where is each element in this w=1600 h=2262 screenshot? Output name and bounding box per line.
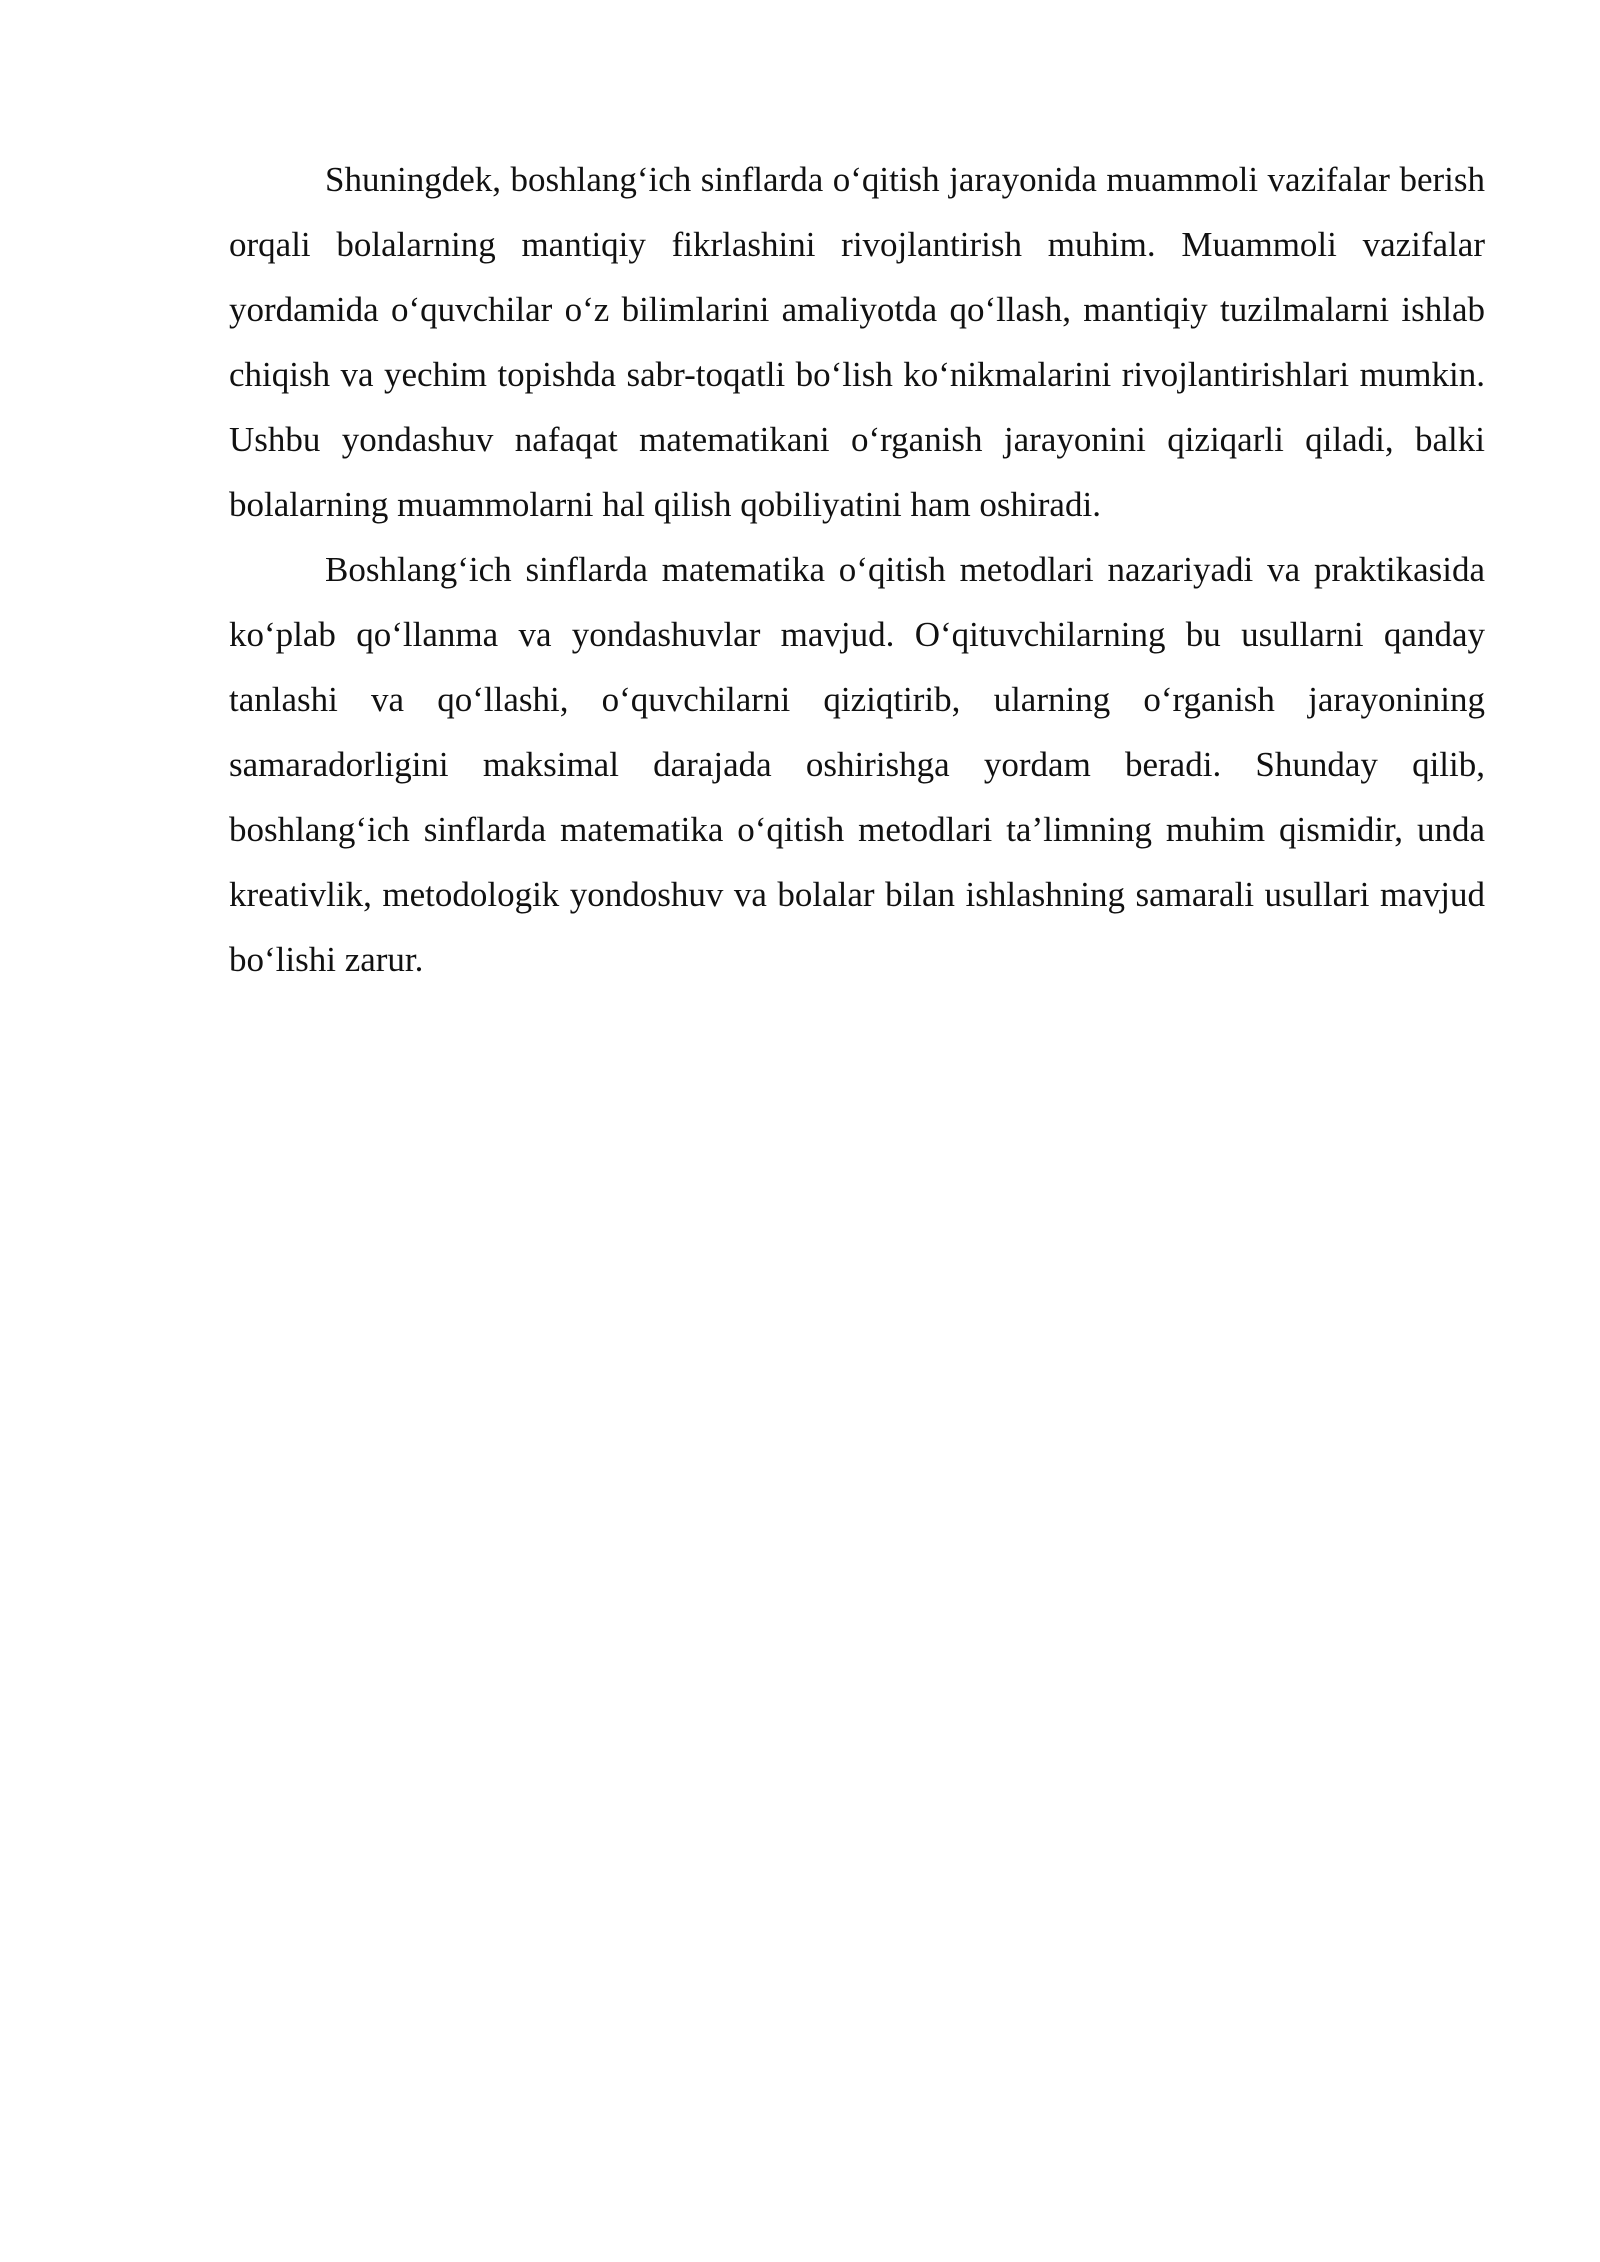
paragraph-1: Shuningdek, boshlang‘ich sinflarda o‘qitish jarayonida muammoli vazifalar berish orqali bolalarning mantiqiy fikrlashini rivojlantirish muhim. Muammoli vazifalar yordamida o‘quvchilar o‘z bilimlarini amaliyotda qo‘llash, mantiqiy tuzilmalarni ishlab chiqish va yechim topishda sabr-toqatli bo‘lish ko‘nikmalarini rivojlantirishlari mumkin. Ushbu yondashuv nafaqat matematikani o‘rganish jarayonini qiziqarli qiladi, balki bolalarning muammolarni hal qilish qobiliyatini ham oshiradi. xyxy=(229,160,1485,524)
body-text xyxy=(229,147,1485,992)
paragraph-2: Boshlang‘ich sinflarda matematika o‘qitish metodlari nazariyadi va praktikasida ko‘plab qo‘llanma va yondashuvlar mavjud. O‘qituvchilarning bu usullarni qanday tanlashi va qo‘llashi, o‘quvchilarni qiziqtirib, ularning o‘rganish jarayonining samaradorligini maksimal darajada oshirishga yordam beradi. Shunday qilib, boshlang‘ich sinflarda matematika o‘qitish metodlari ta’limning muhim qismidir, unda kreativlik, metodologik yondoshuv va bolalar bilan ishlashning samarali usullari mavjud bo‘lishi zarur. xyxy=(229,550,1485,979)
